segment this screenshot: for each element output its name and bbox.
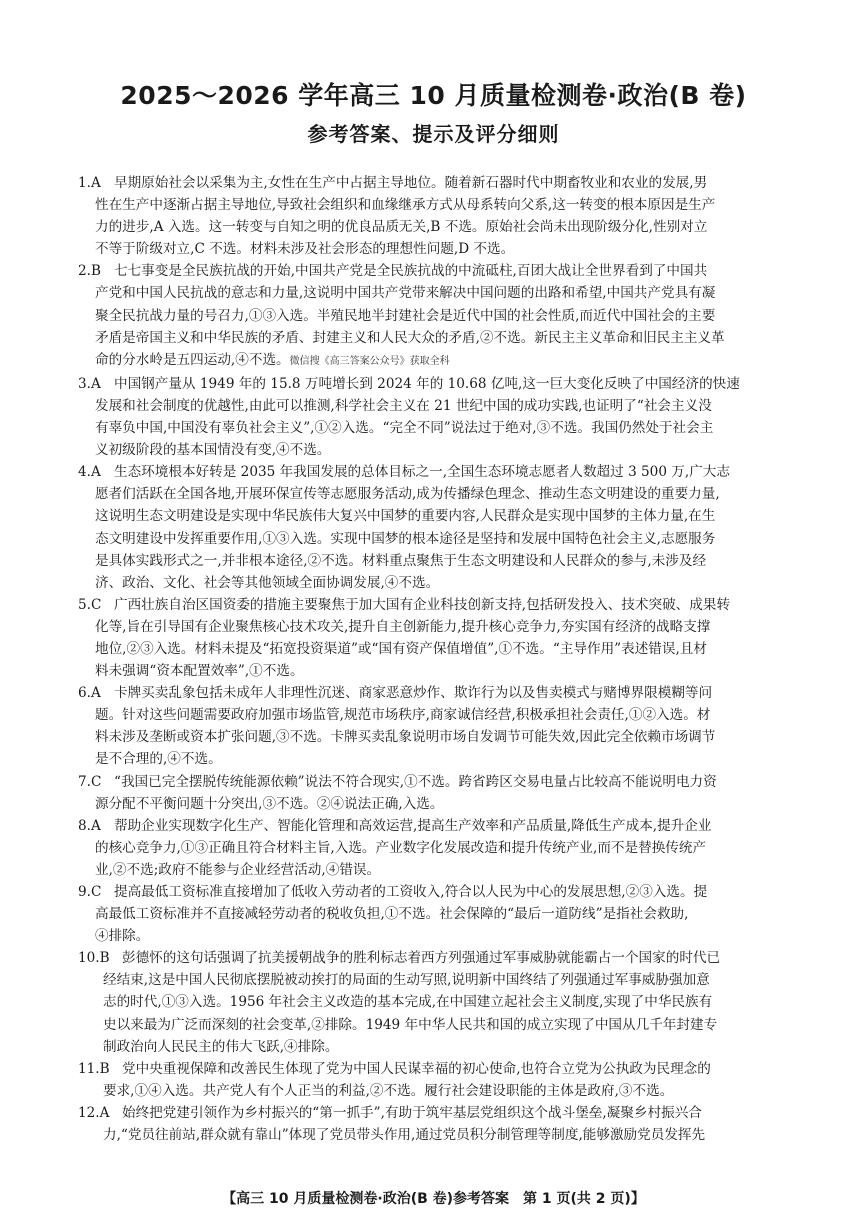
watermark-note: 微信搜《高三答案公众号》获取全科 [289, 355, 450, 367]
page-title: 2025～2026 学年高三 10 月质量检测卷·政治(B 卷) [120, 81, 747, 110]
answer-line [78, 349, 803, 373]
answer-line [78, 726, 803, 748]
answer-number: 6.A [78, 685, 101, 702]
answer-text: “我国已完全摆脱传统能源依赖”说法不符合现实,①不选。跨省跨区交易电量占比较高不能说明电力资 [114, 773, 717, 790]
answer-number: 10.B [78, 950, 110, 967]
answer-item [78, 461, 803, 594]
answer-text: 卡牌买卖乱象包括未成年人非理性沉迷、商家恶意炒作、欺诈行为以及售卖模式与赌博界限模糊等问 [114, 685, 713, 702]
answer-line [78, 704, 803, 726]
answer-line [78, 395, 803, 417]
answer-first-line [78, 461, 803, 483]
answer-text: 彭德怀的这句话强调了抗美援朝战争的胜利标志着西方列强通过军事威胁就能霸占一个国家的时代已 [122, 950, 721, 967]
answer-line [78, 660, 803, 682]
answer-text: 聚全民抗战力量的号召力,①③入选。半殖民地半封建社会是近代中国的社会性质,而近代中国社会的主要 [95, 307, 716, 324]
answer-line [78, 793, 803, 815]
answer-text: 的核心竞争力,①③正确且符合材料主旨,入选。产业数字化发展改造和提升传统产业,而不是替换传统产 [95, 839, 707, 856]
answer-line [78, 238, 803, 260]
answer-text: 始终把党建引领作为乡村振兴的“第一抓手”,有助于筑牢基层党组织这个战斗堡垒,凝聚乡村振兴合 [122, 1104, 702, 1121]
answer-first-line [78, 260, 803, 282]
answer-list [78, 172, 803, 1146]
answer-line [78, 505, 803, 527]
answer-number: 4.A [78, 464, 101, 481]
answer-text: 党中央重视保障和改善民生体现了党为中国人民谋幸福的初心使命,也符合立党为公执政为民理念的 [122, 1060, 711, 1077]
answer-text: 产党和中国人民抗战的意志和力量,这说明中国共产党带来解决中国问题的出路和希望,中国共产党具有凝 [95, 285, 716, 302]
answer-first-line [78, 947, 803, 969]
answer-text: 性在生产中逐渐占据主导地位,导致社会组织和血缘继承方式从母系转向父系,这一转变的根本原因是生产 [95, 197, 716, 214]
answer-number: 9.C [78, 884, 102, 900]
answer-line [78, 616, 803, 638]
answer-number: 5.C [78, 596, 102, 613]
answer-text: 经结束,这是中国人民彻底摆脱被动挨打的局面的生动写照,说明新中国终结了列强通过军事威胁强加意 [103, 972, 710, 989]
answer-text: 地位,②③入选。材料未提及“拓宽投资渠道”或“国有资产保值增值”,①不选。“主导作用”表述错误,且材 [95, 640, 708, 657]
answer-text: 力,“党员往前站,群众就有靠山”体现了党员带头作用,通过党员积分制管理等制度,能够激励党员发挥先 [103, 1127, 706, 1144]
page-footer: 【高三 10 月质量检测卷·政治(B 卷)参考答案 第 1 页(共 2 页)】 [222, 1191, 645, 1207]
answer-item [78, 172, 803, 260]
answer-line [78, 1014, 803, 1036]
answer-text: 业,②不选;政府不能参与企业经营活动,④错误。 [95, 861, 381, 878]
answer-item [78, 260, 803, 372]
answer-item [78, 771, 803, 815]
answer-line [78, 194, 803, 216]
answer-number: 12.A [78, 1104, 110, 1121]
answer-line [78, 638, 803, 660]
answer-text: 制政治向人民民主的伟大飞跃,④排除。 [103, 1038, 339, 1055]
answer-number: 2.B [78, 263, 101, 280]
answer-text: 发展和社会制度的优越性,由此可以推测,科学社会主义在 21 世纪中国的成功实践,也证明了“社会主义没 [95, 397, 712, 414]
answer-line [78, 925, 803, 947]
answer-text: 是不合理的,④不选。 [95, 751, 222, 768]
answer-line [78, 528, 803, 550]
answer-text: 早期原始社会以采集为主,女性在生产中占据主导地位。随着新石器时代中期畜牧业和农业的发展,男 [114, 175, 708, 191]
answer-item [78, 815, 803, 881]
answer-line [78, 859, 803, 881]
answer-line [78, 417, 803, 439]
answer-item [78, 1102, 803, 1146]
answer-text: 济、政治、文化、社会等其他领域全面协调发展,④不选。 [95, 574, 440, 591]
answer-text: 义初级阶段的基本国情没有变,④不选。 [95, 442, 331, 459]
answer-line [78, 216, 803, 238]
answer-first-line [78, 594, 803, 616]
answer-text: 化等,旨在引导国有企业聚焦核心技术攻关,提升自主创新能力,提升核心竞争力,夯实国有经济的战略支撑 [95, 618, 711, 635]
answer-text: 要求,①④入选。共产党人有个人正当的利益,②不选。履行社会建设职能的主体是政府,③不选。 [103, 1082, 674, 1099]
answer-line [78, 439, 803, 461]
answer-number: 11.B [78, 1060, 110, 1077]
answer-item [78, 947, 803, 1057]
answer-line [78, 483, 803, 505]
answer-text: 愿者们活跃在全国各地,开展环保宣传等志愿服务活动,成为传播绿色理念、推动生态文明建设的重要力量, [95, 486, 720, 503]
answer-item [78, 881, 803, 947]
answer-line [78, 282, 803, 304]
answer-text: ④排除。 [95, 928, 150, 945]
answer-line [78, 550, 803, 572]
answer-number: 8.A [78, 817, 101, 834]
answer-first-line [78, 1058, 803, 1080]
answer-number: 1.A [78, 175, 101, 191]
answer-first-line [78, 172, 803, 194]
page-subtitle: 参考答案、提示及评分细则 [307, 122, 560, 146]
answer-text: 志的时代,①③入选。1956 年社会主义改造的基本完成,在中国建立起社会主义制度,实现了中华民族有 [103, 994, 713, 1011]
answer-number: 7.C [78, 773, 102, 790]
answer-line [78, 748, 803, 770]
answer-first-line [78, 682, 803, 704]
answer-first-line [78, 373, 803, 395]
answer-text: 七七事变是全民族抗战的开始,中国共产党是全民族抗战的中流砥柱,百团大战让全世界看到了中国共 [114, 263, 708, 280]
answer-text: 史以来最为广泛而深刻的社会变革,②排除。1949 年中华人民共和国的成立实现了中国从几千年封建专 [103, 1016, 718, 1033]
answer-item [78, 1058, 803, 1102]
answer-text: 力的进步,A 入选。这一转变与自知之明的优良品质无关,B 不选。原始社会尚未出现阶级分化,性别对立 [95, 219, 708, 236]
answer-text: 料未涉及垄断或资本扩张问题,③不选。卡牌买卖乱象说明市场自发调节可能失效,因此完全依赖市场调节 [95, 729, 716, 746]
answer-line [78, 572, 803, 594]
answer-line [78, 837, 803, 859]
answer-line [78, 327, 803, 349]
answer-text: 提高最低工资标准直接增加了低收入劳动者的工资收入,符合以人民为中心的发展思想,②③入选。提 [114, 884, 708, 900]
answer-text: 态文明建设中发挥重要作用,①③入选。实现中国梦的根本途径是坚持和发展中国特色社会主义,志愿服务 [95, 530, 716, 547]
answer-text: 这说明生态文明建设是实现中华民族伟大复兴中国梦的重要内容,人民群众是实现中国梦的主体力量,在生 [95, 508, 716, 525]
answer-number: 3.A [78, 375, 101, 392]
answer-text: 生态环境根本好转是 2035 年我国发展的总体目标之一,全国生态环境志愿者人数超过 3 500 万,广大志 [114, 464, 730, 481]
answer-text: 有辜负中国,中国没有辜负社会主义”,①②入选。“完全不同”说法过于绝对,③不选。我国仍然处于社会主 [95, 420, 714, 437]
answer-first-line [78, 1102, 803, 1124]
answer-text: 矛盾是帝国主义和中华民族的矛盾、封建主义和人民大众的矛盾,②不选。新民主主义革命和旧民主主义革 [95, 329, 725, 346]
answer-first-line [78, 881, 803, 903]
answer-line [78, 305, 803, 327]
answer-text: 广西壮族自治区国资委的措施主要聚焦于加大国有企业科技创新支持,包括研发投入、技术突破、成果转 [114, 596, 731, 613]
answer-first-line [78, 771, 803, 793]
answer-text: 题。针对这些问题需要政府加强市场监管,规范市场秩序,商家诚信经营,积极承担社会责任,①②入选。材 [95, 707, 711, 724]
answer-item [78, 682, 803, 770]
answer-item [78, 594, 803, 682]
answer-text: 是具体实践形式之一,并非根本途径,②不选。材料重点聚焦于生态文明建设和人民群众的参与,未涉及经 [95, 552, 707, 569]
answer-line [78, 1036, 803, 1058]
answer-line [78, 991, 803, 1013]
answer-text: 命的分水岭是五四运动,④不选。 [95, 351, 290, 368]
answer-first-line [78, 815, 803, 837]
answer-line [78, 969, 803, 991]
answer-text: 帮助企业实现数字化生产、智能化管理和高效运营,提高生产效率和产品质量,降低生产成本,提升企业 [114, 817, 712, 834]
answer-item [78, 373, 803, 461]
answer-text: 中国钢产量从 1949 年的 15.8 万吨增长到 2024 年的 10.68 亿吨,这一巨大变化反映了中国经济的快速 [114, 375, 740, 392]
answer-text: 源分配不平衡问题十分突出,③不选。②④说法正确,入选。 [95, 795, 444, 812]
answer-line [78, 903, 803, 925]
answer-text: 料未强调“资本配置效率”,①不选。 [95, 663, 304, 680]
answer-line [78, 1124, 803, 1146]
answer-text: 高最低工资标准并不直接减轻劳动者的税收负担,①不选。社会保障的“最后一道防线”是指社会救助, [95, 906, 689, 923]
answer-text: 不等于阶级对立,C 不选。材料未涉及社会形态的理想性问题,D 不选。 [95, 241, 515, 258]
answer-line [78, 1080, 803, 1102]
